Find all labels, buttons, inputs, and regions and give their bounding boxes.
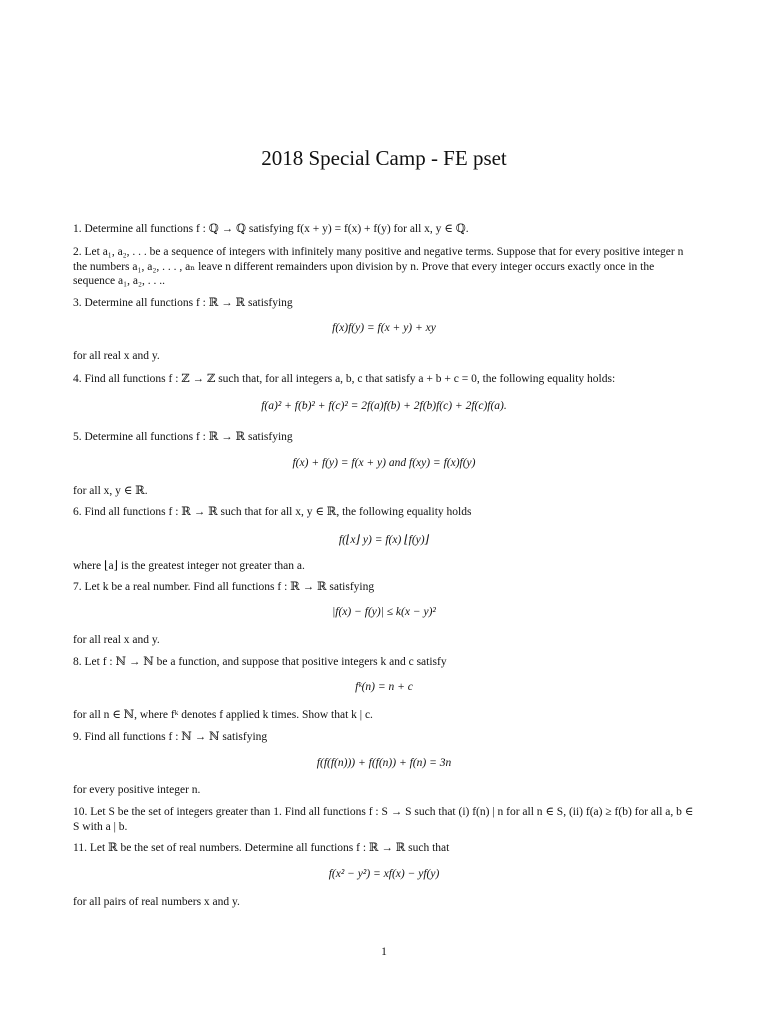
problem-11: 11. Let ℝ be the set of real numbers. Determine all functions f : ℝ → ℝ such that [73, 842, 450, 854]
problem-5: 5. Determine all functions f : ℝ → ℝ satisfying [73, 431, 293, 443]
problem-6-after: where ⌊a⌋ is the greatest integer not greater than a. [73, 560, 305, 572]
problem-1: 1. Determine all functions f : ℚ → ℚ satisfying f(x + y) = f(x) + f(y) for all x, y ∈ ℚ. [73, 223, 469, 235]
problem-5-after: for all x, y ∈ ℝ. [73, 485, 148, 497]
page-number: 1 [381, 946, 387, 958]
problem-2: 2. Let a₁, a₂, . . . be a sequence of integers with infinitely many positive and negative terms. Suppose that for every positive integer n the numbers a₁, a₂, . . . , aₙ leave n different remainders upon division by n. Prove that every integer occurs exactly once in the sequence a₁, a₂, . . .. [73, 246, 684, 287]
problem-3-after: for all real x and y. [73, 350, 160, 362]
problem-7-after: for all real x and y. [73, 634, 160, 646]
problem-7-equation: |f(x) − f(y)| ≤ k(x − y)² [332, 606, 436, 618]
problem-8-after: for all n ∈ ℕ, where fᵏ denotes f applied k times. Show that k | c. [73, 709, 373, 721]
problem-4: 4. Find all functions f : ℤ → ℤ such that, for all integers a, b, c that satisfy a + b + c = 0, the following equality holds: [73, 373, 616, 385]
problem-9-after: for every positive integer n. [73, 784, 201, 796]
problem-6: 6. Find all functions f : ℝ → ℝ such that for all x, y ∈ ℝ, the following equality holds [73, 506, 472, 518]
problem-9-equation: f(f(f(n))) + f(f(n)) + f(n) = 3n [316, 757, 452, 769]
problem-8: 8. Let f : ℕ → ℕ be a function, and suppose that positive integers k and c satisfy [73, 656, 447, 668]
problem-9: 9. Find all functions f : ℕ → ℕ satisfying [73, 731, 268, 743]
problem-6-equation: f(⌊x⌋ y) = f(x) ⌊f(y)⌋ [338, 534, 430, 546]
problem-5-equation: f(x) + f(y) = f(x + y) and f(xy) = f(x)f(y) [292, 457, 476, 469]
document-title: 2018 Special Camp - FE pset [261, 146, 507, 170]
problem-11-equation: f(x² − y²) = xf(x) − yf(y) [328, 868, 440, 880]
problem-3: 3. Determine all functions f : ℝ → ℝ satisfying [73, 297, 293, 309]
problem-10: 10. Let S be the set of integers greater than 1. Find all functions f : S → S such that (i) f(n) | n for all n ∈ S, (ii) f(a) ≥ f(b) for all a, b ∈ S with a | b. [73, 806, 694, 833]
problem-4-equation: f(a)² + f(b)² + f(c)² = 2f(a)f(b) + 2f(b)f(c) + 2f(c)f(a). [261, 400, 507, 412]
problem-8-equation: fᵏ(n) = n + c [355, 681, 413, 693]
problem-3-equation: f(x)f(y) = f(x + y) + xy [332, 322, 436, 334]
problem-7: 7. Let k be a real number. Find all functions f : ℝ → ℝ satisfying [73, 581, 375, 593]
problem-11-after: for all pairs of real numbers x and y. [73, 896, 240, 908]
